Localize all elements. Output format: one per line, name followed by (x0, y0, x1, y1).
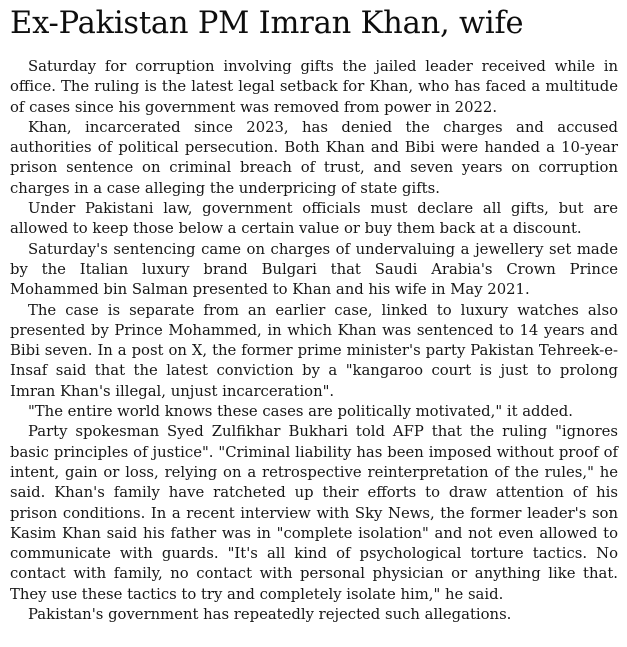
paragraph: "The entire world knows these cases are politically motivated," it added. (28, 403, 573, 421)
paragraph: The case is separate from an earlier case, linked to luxury watches also presented by Prince Mohammed, in which Khan was sentenced to 14 years and Bibi seven. In a post on X, the former prime minister's party Pakistan Tehreek-e-Insaf said that the latest conviction by a "kangaroo court is just to prolong Imran Khan's illegal, unjust incarceration". (10, 301, 618, 400)
article-body (10, 57, 618, 625)
headline: Ex-Pakistan PM Imran Khan, wife (10, 6, 524, 41)
paragraph: Under Pakistani law, government officials must declare all gifts, but are allowed to keep those below a certain value or buy them back at a discount. (10, 200, 618, 238)
paragraph: Saturday for corruption involving gifts the jailed leader received while in office. The ruling is the latest legal setback for Khan, who has faced a multitude of cases since his government was removed from power in 2022. (10, 58, 618, 116)
paragraph: Saturday's sentencing came on charges of undervaluing a jewellery set made by the Italian luxury brand Bulgari that Saudi Arabia's Crown Prince Mohammed bin Salman presented to Khan and his wife in May 2021. (10, 240, 618, 299)
paragraph: Khan, incarcerated since 2023, has denied the charges and accused authorities of political persecution. Both Khan and Bibi were handed a 10-year prison sentence on criminal breach of trust, and seven years on corruption charges in a case alleging the underpricing of state gifts. (10, 118, 618, 197)
paragraph: Party spokesman Syed Zulfikhar Bukhari told AFP that the ruling "ignores basic principles of justice". "Criminal liability has been imposed without proof of intent, gain or loss, relying on a retrospective reinterpretation of the rules," he said. Khan's family have ratcheted up their efforts to draw attention of his prison conditions. In a recent interview with Sky News, the former leader's son Kasim Khan said his father was in "complete isolation" and not even allowed to communicate with guards. "It's all kind of psychological torture tactics. No contact with family, no contact with personal physician or anything like that. They use these tactics to try and completely isolate him," he said. (10, 423, 618, 603)
news-article (10, 4, 618, 625)
paragraph: Pakistan's government has repeatedly rejected such allegations. (28, 606, 512, 624)
